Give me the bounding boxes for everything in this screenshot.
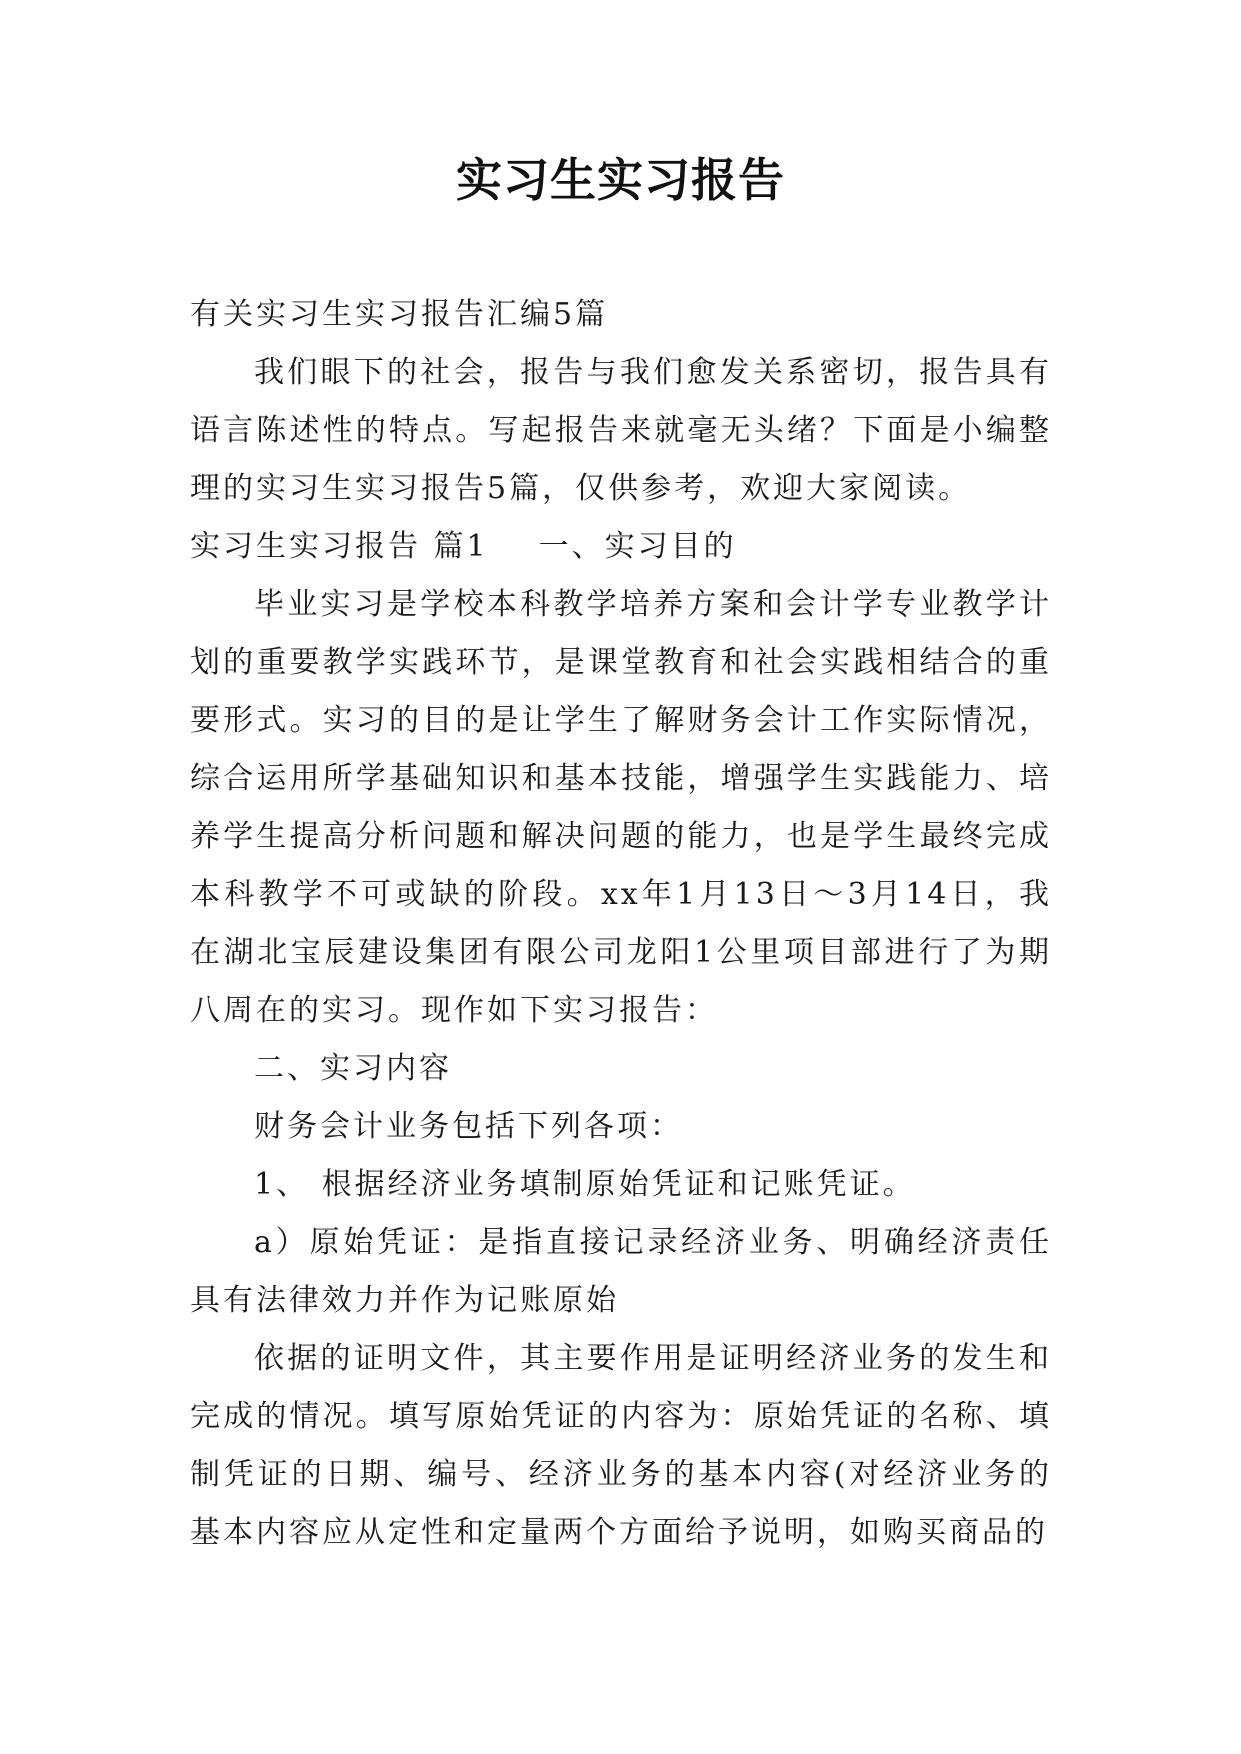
document-body [190,286,1052,1562]
document-subtitle: 有关实习生实习报告汇编5篇 [190,297,609,332]
intro-paragraph: 我们眼下的社会，报告与我们愈发关系密切，报告具有语言陈述性的特点。写起报告来就毫无头绪？下面是小编整理的实习生实习报告5篇，仅供参考，欢迎大家阅读。 [190,355,1052,506]
list-item-1: 1、 根据经济业务填制原始凭证和记账凭证。 [254,1167,916,1202]
article-label: 实习生实习报告 篇1 [190,529,489,564]
purpose-paragraph: 毕业实习是学校本科教学培养方案和会计学专业教学计划的重要教学实践环节，是课堂教育和社会实践相结合的重要形式。实习的目的是让学生了解财务会计工作实际情况，综合运用所学基础知识和基本技能，增强学生实践能力、培养学生提高分析问题和解决问题的能力，也是学生最终完成本科教学不可或缺的阶段。xx年1月13日～3月14日，我在湖北宝辰建设集团有限公司龙阳1公里项目部进行了为期八周在的实习。现作如下实习报告： [190,587,1052,1028]
basis-paragraph: 依据的证明文件，其主要作用是证明经济业务的发生和完成的情况。填写原始凭证的内容为：原始凭证的名称、填制凭证的日期、编号、经济业务的基本内容(对经济业务的基本内容应从定性和定量两个方面给予说明，如购买商品的 [190,1341,1052,1550]
article-heading-line [190,518,1052,576]
items-intro-paragraph: 财务会计业务包括下列各项： [254,1109,683,1144]
section-heading-content: 二、实习内容 [254,1051,452,1086]
section-heading-purpose: 一、实习目的 [538,529,737,564]
list-item-a: a）原始凭证：是指直接记录经济业务、明确经济责任具有法律效力并作为记账原始 [190,1225,1052,1318]
document-title: 实习生实习报告 [456,153,785,207]
